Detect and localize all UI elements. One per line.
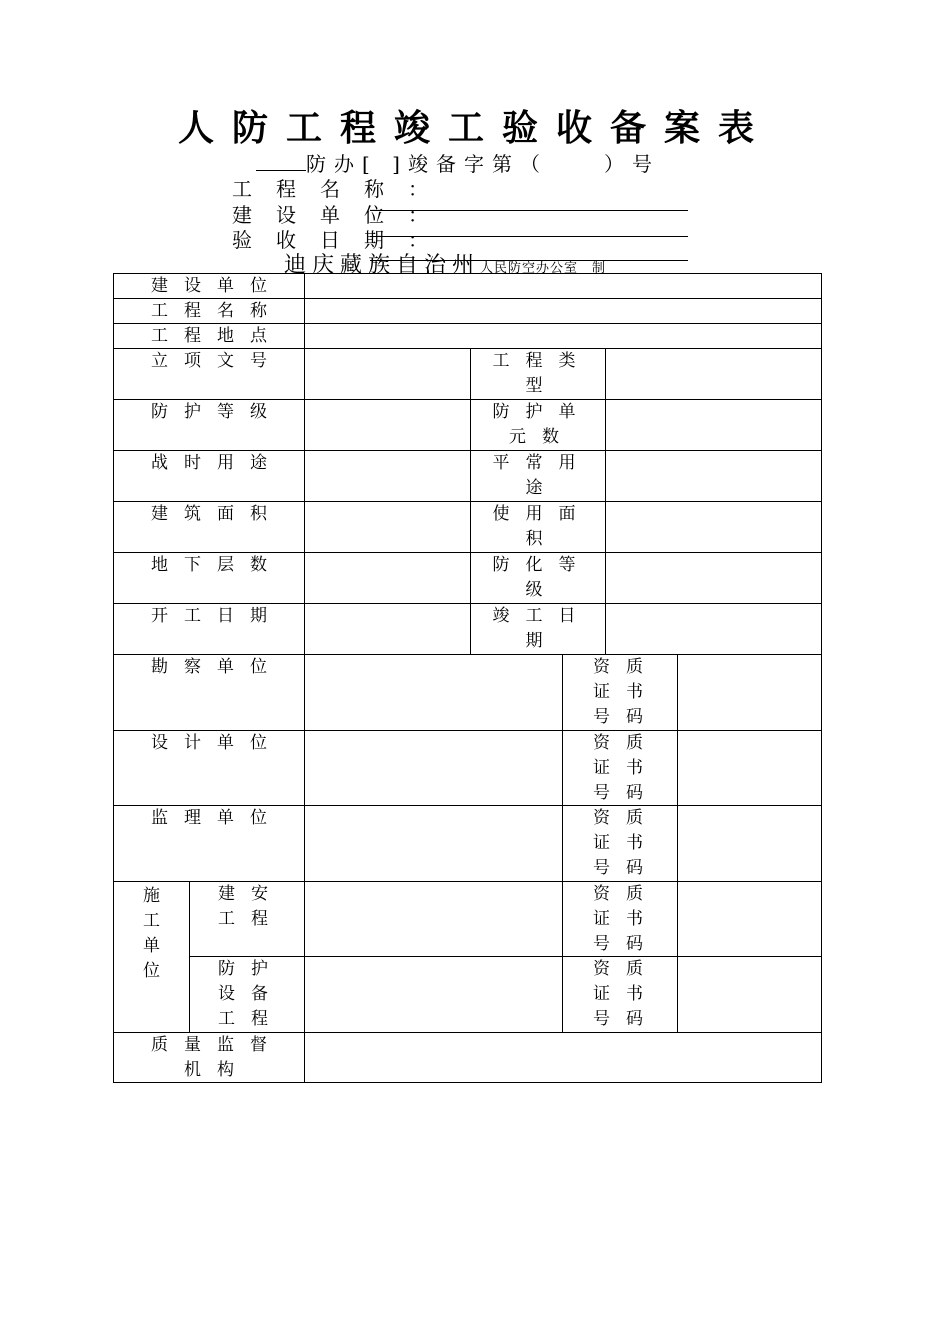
label-wartime-use: 战时用途: [113, 450, 305, 502]
label-design-qualification: 资质证书号码: [562, 730, 678, 806]
project-name-label: 工程名称：: [232, 177, 452, 201]
value-protection-units[interactable]: [605, 399, 822, 451]
value-project-location[interactable]: [304, 323, 822, 349]
label-project-name: 工程名称: [113, 298, 305, 324]
value-quality-supervision[interactable]: [304, 1032, 822, 1083]
value-peacetime-use[interactable]: [605, 450, 822, 502]
label-start-date: 开工日期: [113, 603, 305, 655]
label-project-type: 工程类型: [470, 348, 606, 400]
label-construction-unit: 建设单位: [113, 273, 305, 299]
label-usable-area: 使用面积: [470, 501, 606, 553]
label-survey-unit: 勘察单位: [113, 654, 305, 731]
acceptance-date-label: 验收日期：: [232, 228, 452, 252]
maker-office: 人民防空办公室 制: [480, 261, 607, 276]
label-building-area: 建筑面积: [113, 501, 305, 553]
project-name-field: [232, 173, 452, 202]
label-design-unit: 设计单位: [113, 730, 305, 806]
label-contractor-unit: [113, 881, 190, 1033]
label-protection-units: 防护单元数: [470, 399, 606, 451]
value-building-install[interactable]: [304, 881, 563, 957]
maker-region: 迪庆藏族自治州: [284, 253, 481, 278]
value-chemical-level[interactable]: [605, 552, 822, 604]
value-supervision-unit[interactable]: [304, 805, 563, 882]
construction-unit-label: 建设单位：: [232, 203, 452, 227]
value-building-install-qualification[interactable]: [677, 881, 822, 957]
label-chemical-level: 防化等级: [470, 552, 606, 604]
label-protective-equipment-qualification: 资质证书号码: [562, 956, 678, 1033]
value-protection-level[interactable]: [304, 399, 471, 451]
value-project-name[interactable]: [304, 298, 822, 324]
value-usable-area[interactable]: [605, 501, 822, 553]
label-peacetime-use: 平常用途: [470, 450, 606, 502]
maker-line-rule: [370, 260, 688, 261]
label-project-location: 工程地点: [113, 323, 305, 349]
page-title: 人防工程竣工验收备案表: [177, 107, 772, 149]
label-supervision-qualification: 资质证书号码: [562, 805, 678, 882]
doc-number-text: 防办[ ]竣备字第（ ）号: [306, 152, 660, 176]
label-survey-qualification: 资质证书号码: [562, 654, 678, 731]
value-design-qualification[interactable]: [677, 730, 822, 806]
acceptance-date-line[interactable]: [370, 236, 688, 237]
label-building-install: 建安工程: [189, 881, 305, 957]
label-underground-floors: 地下层数: [113, 552, 305, 604]
construction-unit-line[interactable]: [370, 210, 688, 211]
value-design-unit[interactable]: [304, 730, 563, 806]
record-table: [113, 273, 822, 1083]
value-start-date[interactable]: [304, 603, 471, 655]
value-building-area[interactable]: [304, 501, 471, 553]
label-protective-equipment: 防护设备工程: [189, 956, 305, 1033]
value-project-type[interactable]: [605, 348, 822, 400]
value-protective-equipment[interactable]: [304, 956, 563, 1033]
doc-number-blank[interactable]: [256, 152, 306, 171]
value-wartime-use[interactable]: [304, 450, 471, 502]
value-protective-equipment-qualification[interactable]: [677, 956, 822, 1033]
value-survey-qualification[interactable]: [677, 654, 822, 731]
label-quality-supervision: 质量监督机构: [113, 1032, 305, 1083]
label-completion-date: 竣工日期: [470, 603, 606, 655]
contractor-unit-text: 施工单位: [143, 886, 160, 981]
value-underground-floors[interactable]: [304, 552, 471, 604]
label-building-install-qualification: 资质证书号码: [562, 881, 678, 957]
value-approval-no[interactable]: [304, 348, 471, 400]
value-completion-date[interactable]: [605, 603, 822, 655]
label-protection-level: 防护等级: [113, 399, 305, 451]
value-construction-unit[interactable]: [304, 273, 822, 299]
value-supervision-qualification[interactable]: [677, 805, 822, 882]
label-supervision-unit: 监理单位: [113, 805, 305, 882]
value-survey-unit[interactable]: [304, 654, 563, 731]
label-approval-no: 立项文号: [113, 348, 305, 400]
